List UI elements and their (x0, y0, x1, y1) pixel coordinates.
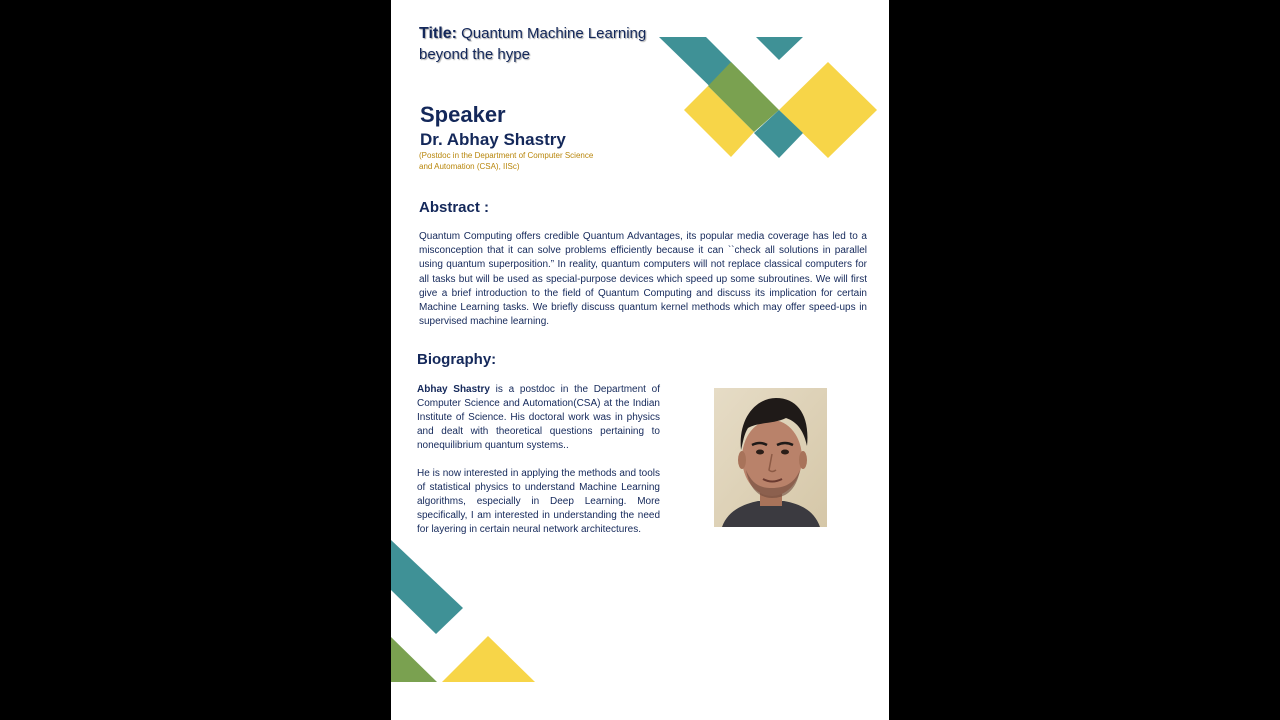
title-label: Title: (419, 25, 457, 42)
biography-paragraph-1 (417, 383, 660, 453)
abstract-text: Quantum Computing offers credible Quantum Advantages, its popular media coverage has led to a misconception that it can solve problems efficiently because it can ``check all solutions in parallel using quantum superposition.” In reality, quantum computers will not replace classical computers for all tasks but will be used as special-purpose devices which speed up some subroutines. We will first give a brief introduction to the field of Quantum Computing and discuss its implication for certain Machine Learning tasks. We briefly discuss quantum kernel methods which may offer speed-ups in supervised machine learning. (419, 231, 867, 328)
teal-small-triangle (756, 37, 803, 60)
title-text: Quantum Machine Learning beyond the hype (419, 25, 647, 63)
speaker-photo (714, 388, 827, 527)
biography-paragraph-2: He is now interested in applying the methods and tools of statistical physics to understand Machine Learning algorithms, especially in Deep Learning. More specifically, I am interested in understanding the need for layering in certain neural network architectures. (417, 468, 660, 535)
teal-band-bottom (391, 540, 463, 634)
biography-paragraph-1-text: is a postdoc in the Department of Computer Science and Automation(CSA) at the Indian Institute of Science. His doctoral work was in physics and dealt with theoretical questions pertaining to nonequilibrium quantum systems.. (417, 384, 661, 451)
green-triangle-bottom (391, 637, 437, 682)
speaker-affiliation: (Postdoc in the Department of Computer Science and Automation (CSA), IISc) (419, 151, 594, 171)
yellow-triangle-bottom (442, 636, 535, 682)
speaker-name: Dr. Abhay Shastry (420, 130, 566, 149)
talk-title (419, 23, 649, 65)
poster-page (391, 0, 889, 720)
biography-heading: Biography: (417, 351, 497, 368)
biography-name: Abhay Shastry (417, 384, 490, 395)
yellow-diamond-right (779, 62, 877, 158)
abstract-heading: Abstract : (419, 199, 490, 216)
biography-text (417, 383, 660, 551)
speaker-heading: Speaker (420, 102, 506, 127)
